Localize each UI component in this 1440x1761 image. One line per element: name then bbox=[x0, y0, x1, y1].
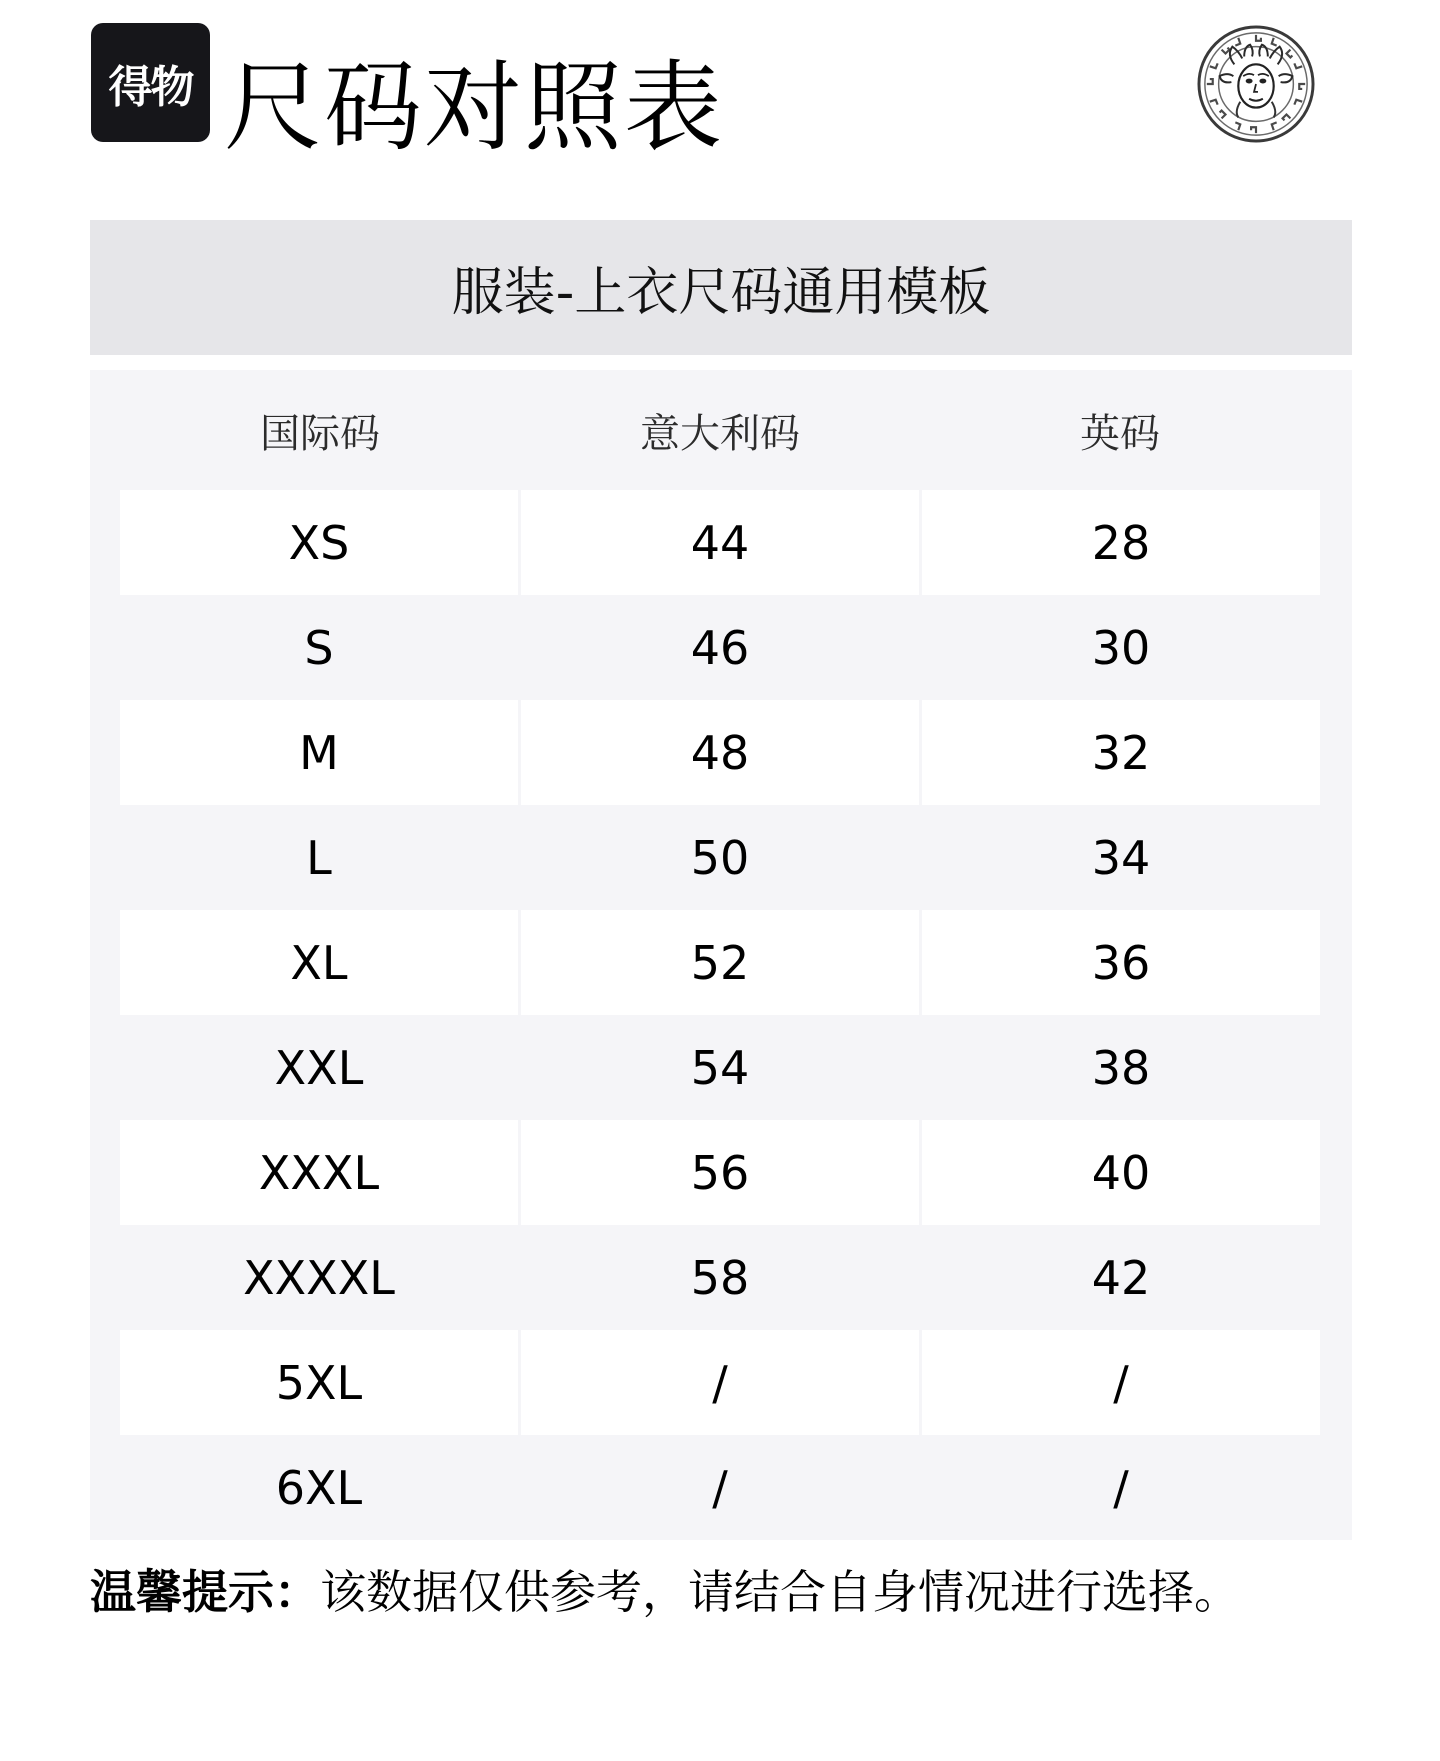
cell-international: XL bbox=[120, 910, 518, 1015]
table-row bbox=[120, 1330, 1320, 1435]
column-header-uk: 英码 bbox=[1080, 410, 1160, 457]
cell-uk: / bbox=[1113, 1460, 1129, 1515]
cell-italian: 48 bbox=[521, 700, 919, 805]
cell-uk: 40 bbox=[922, 1120, 1320, 1225]
cell-international: M bbox=[120, 700, 518, 805]
notice bbox=[90, 1560, 1240, 1624]
column-header-italian: 意大利码 bbox=[640, 410, 800, 457]
cell-international: 6XL bbox=[275, 1460, 363, 1515]
cell-uk: 30 bbox=[1091, 620, 1151, 675]
cell-international: XS bbox=[120, 490, 518, 595]
cell-uk: 34 bbox=[1091, 830, 1151, 885]
notice-text: 该数据仅供参考，请结合自身情况进行选择。 bbox=[320, 1565, 1240, 1619]
cell-international: L bbox=[306, 830, 332, 885]
table-row bbox=[120, 595, 1320, 700]
cell-international: XXL bbox=[274, 1040, 364, 1095]
cell-italian: 52 bbox=[521, 910, 919, 1015]
cell-italian: / bbox=[712, 1460, 728, 1515]
cell-international: XXXXL bbox=[243, 1250, 395, 1305]
cell-italian: / bbox=[521, 1330, 919, 1435]
notice-label: 温馨提示： bbox=[90, 1565, 320, 1619]
section-banner bbox=[90, 220, 1352, 355]
cell-italian: 46 bbox=[690, 620, 750, 675]
table-body bbox=[120, 490, 1320, 1540]
cell-italian: 58 bbox=[690, 1250, 750, 1305]
table-row bbox=[120, 490, 1320, 595]
table-row bbox=[120, 1015, 1320, 1120]
cell-uk: / bbox=[922, 1330, 1320, 1435]
cell-uk: 36 bbox=[922, 910, 1320, 1015]
table-header-row bbox=[120, 370, 1320, 490]
cell-uk: 38 bbox=[1091, 1040, 1151, 1095]
medusa-emblem-icon bbox=[1197, 25, 1315, 143]
table-row bbox=[120, 1435, 1320, 1540]
cell-international: S bbox=[304, 620, 334, 675]
cell-uk: 42 bbox=[1091, 1250, 1151, 1305]
table-row bbox=[120, 910, 1320, 1015]
cell-italian: 56 bbox=[521, 1120, 919, 1225]
app-logo-text: 得物 bbox=[108, 61, 193, 113]
table-row bbox=[120, 1120, 1320, 1225]
cell-international: 5XL bbox=[120, 1330, 518, 1435]
cell-uk: 28 bbox=[922, 490, 1320, 595]
table-row bbox=[120, 700, 1320, 805]
size-table bbox=[90, 370, 1352, 1540]
app-logo bbox=[91, 23, 210, 142]
table-row bbox=[120, 1225, 1320, 1330]
column-header-international: 国际码 bbox=[260, 410, 380, 457]
section-title: 服装-上衣尺码通用模板 bbox=[451, 263, 991, 323]
cell-italian: 50 bbox=[690, 830, 750, 885]
cell-uk: 32 bbox=[922, 700, 1320, 805]
cell-italian: 54 bbox=[690, 1040, 750, 1095]
table-row bbox=[120, 805, 1320, 910]
page-title: 尺码对照表 bbox=[224, 51, 725, 165]
cell-international: XXXL bbox=[120, 1120, 518, 1225]
cell-italian: 44 bbox=[521, 490, 919, 595]
